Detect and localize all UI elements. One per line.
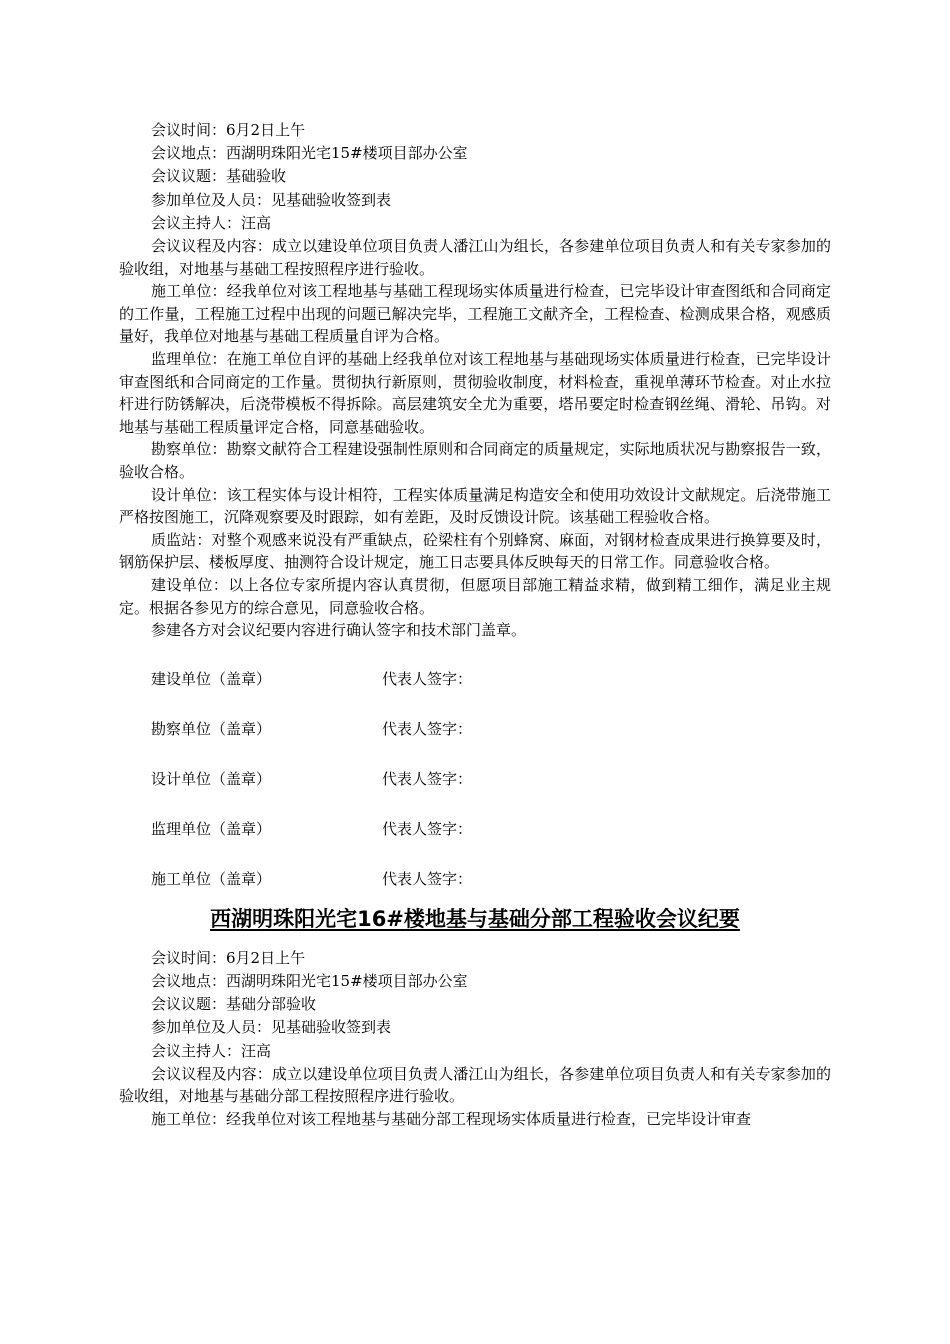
paragraph-agenda: 会议议程及内容：成立以建设单位项目负责人潘江山为组长，各参建单位项目负责人和有关专家参加的验收组，对地基与基础工程按照程序进行验收。	[119, 237, 831, 278]
signature-row	[119, 669, 831, 719]
paragraph-quality-station: 质监站：对整个观感来说没有严重缺点，砼梁柱有个别蜂窝、麻面，对钢材检查成果进行换算要及时，钢筋保护层、楼板厚度、抽测符合设计规定，施工日志要具体反映每天的日常工作。同意验收合格。	[119, 530, 831, 572]
paragraph-supervision-unit: 监理单位：在施工单位自评的基础上经我单位对该工程地基与基础现场实体质量进行检查，已完毕设计审查图纸和合同商定的工作量。贯彻执行新原则，贯彻验收制度，材料检查，重视单薄环节检查。对止水拉杆进行防锈解决，后浇带模板不得拆除。高层建筑安全尤为重要，塔吊要定时检查钢丝绳、滑轮、吊钩。对地基与基础工程质量评定合格，同意基础验收。	[119, 349, 831, 436]
meeting-participants: 参加单位及人员：见基础验收签到表	[151, 190, 392, 209]
signature-unit: 设计单位（盖章）	[151, 769, 272, 788]
signature-unit: 监理单位（盖章）	[151, 819, 272, 838]
signature-row	[119, 719, 831, 769]
signature-unit: 施工单位（盖章）	[151, 869, 272, 888]
paragraph-design-unit: 设计单位：该工程实体与设计相符，工程实体质量满足构造安全和使用功效设计文献规定。后浇带施工严格按图施工，沉降观察要及时跟踪，如有差距，及时反馈设计院。该基础工程验收合格。	[119, 485, 831, 527]
signature-representative: 代表人签字：	[382, 819, 473, 838]
document-body	[119, 119, 831, 1131]
signature-row	[119, 819, 831, 869]
meeting-participants: 参加单位及人员：见基础验收签到表	[151, 1018, 392, 1037]
meeting-host: 会议主持人：汪高	[151, 213, 272, 232]
signature-row	[119, 869, 831, 905]
meeting-location: 会议地点：西湖明珠阳光宅15#楼项目部办公室	[151, 144, 468, 163]
paragraph-owner-unit: 建设单位：以上各位专家所提内容认真贯彻，但愿项目部施工精益求精，做到精工细作，满足业主规定。根据各参见方的综合意见，同意验收合格。	[119, 575, 831, 617]
meeting-topic: 会议议题：基础分部验收	[151, 995, 317, 1014]
signature-representative: 代表人签字：	[382, 769, 473, 788]
meeting-minutes-section-1	[119, 235, 831, 642]
meeting-location: 会议地点：西湖明珠阳光宅15#楼项目部办公室	[151, 971, 468, 990]
meeting-minutes-section-2	[119, 1063, 831, 1131]
paragraph-survey-unit: 勘察单位：勘察文献符合工程建设强制性原则和合同商定的质量规定，实际地质状况与勘察报告一致，验收合格。	[119, 440, 831, 481]
paragraph-construction-unit: 施工单位：经我单位对该工程地基与基础工程现场实体质量进行检查，已完毕设计审查图纸和合同商定的工作量，工程施工过程中出现的问题已解决完毕，工程施工文献齐全，工程检查、检测成果合格，观感质量好，我单位对地基与基础工程质量自评为合格。	[119, 282, 831, 346]
meeting-time: 会议时间：6月2日上午	[151, 121, 306, 139]
meeting-info-section-2	[119, 947, 831, 1063]
meeting-info-section-1	[119, 119, 831, 235]
document-title: 西湖明珠阳光宅16#楼地基与基础分部工程验收会议纪要	[210, 906, 740, 931]
paragraph-confirmation: 参建各方对会议纪要内容进行确认签字和技术部门盖章。	[151, 621, 527, 640]
meeting-host: 会议主持人：汪高	[151, 1041, 272, 1060]
signature-block	[119, 669, 831, 905]
meeting-time: 会议时间：6月2日上午	[151, 948, 306, 967]
signature-unit: 勘察单位（盖章）	[151, 719, 272, 738]
signature-representative: 代表人签字：	[382, 669, 473, 688]
meeting-topic: 会议议题：基础验收	[151, 167, 287, 186]
signature-unit: 建设单位（盖章）	[151, 669, 272, 688]
paragraph-construction-unit: 施工单位：经我单位对该工程地基与基础分部工程现场实体质量进行检查，已完毕设计审查	[151, 1109, 752, 1128]
signature-representative: 代表人签字：	[382, 869, 473, 888]
paragraph-agenda: 会议议程及内容：成立以建设单位项目负责人潘江山为组长，各参建单位项目负责人和有关专家参加的验收组，对地基与基础分部工程按照程序进行验收。	[119, 1064, 831, 1106]
signature-representative: 代表人签字：	[382, 719, 473, 738]
signature-row	[119, 769, 831, 819]
